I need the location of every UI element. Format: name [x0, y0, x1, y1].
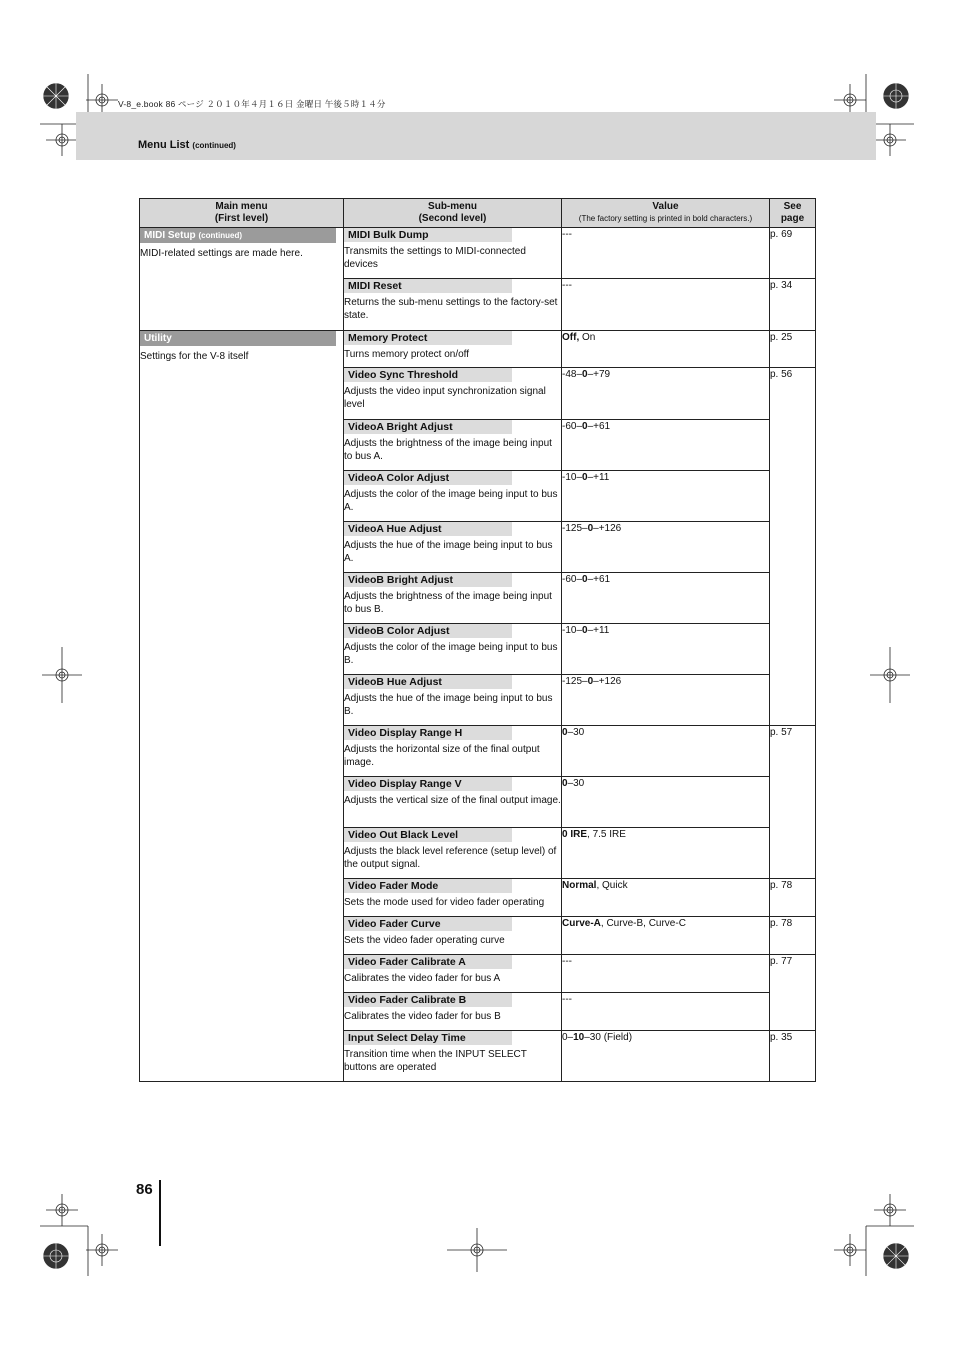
value-cell — [562, 420, 770, 471]
value-cell — [562, 368, 770, 420]
sub-menu-title: VideoA Hue Adjust — [344, 522, 512, 536]
value-default-part: 0 — [582, 369, 588, 380]
sub-menu-title: Video Out Black Level — [344, 828, 512, 842]
sub-menu-description: Adjusts the color of the image being input to bus B. — [344, 642, 558, 666]
sub-menu-title: VideoB Color Adjust — [344, 624, 512, 638]
main-menu-description: Settings for the V-8 itself — [140, 351, 249, 362]
sub-menu-title: Video Fader Mode — [344, 879, 512, 893]
value-cell — [562, 573, 770, 624]
value-default-part: 0 — [562, 778, 568, 789]
sub-menu-title: Video Fader Calibrate B — [344, 993, 512, 1007]
value-part: –+61 — [587, 574, 611, 585]
value-cell — [562, 955, 770, 993]
section-title-suffix: (continued) — [192, 141, 236, 150]
sub-menu-title: Video Fader Calibrate A — [344, 955, 512, 969]
see-page-cell: p. 34 — [770, 279, 816, 331]
value-default-part: 0 — [562, 727, 568, 738]
value-part: , 7.5 IRE — [587, 829, 626, 840]
value-part: –+126 — [593, 523, 622, 534]
sub-menu-title: VideoA Color Adjust — [344, 471, 512, 485]
sub-menu-cell — [344, 471, 562, 522]
see-page-cell: p. 78 — [770, 879, 816, 917]
value-part: –30 — [567, 727, 585, 738]
sub-menu-cell — [344, 917, 562, 955]
table-row — [140, 228, 816, 279]
value-default-part: 0 — [582, 625, 588, 636]
value-part: --- — [562, 956, 572, 967]
sub-menu-description: Adjusts the hue of the image being input to bus B. — [344, 693, 553, 717]
value-cell — [562, 279, 770, 331]
value-cell — [562, 675, 770, 726]
value-part: , Quick — [596, 880, 628, 891]
value-part: --- — [562, 229, 572, 240]
sub-menu-cell — [344, 993, 562, 1031]
value-default-part: 0 — [587, 676, 594, 687]
file-stamp: V-8_e.book 86 ページ ２０１０年４月１６日 金曜日 午後５時１４分 — [118, 99, 386, 109]
value-part: -125– — [562, 523, 588, 534]
sub-menu-description: Adjusts the horizontal size of the final output image. — [344, 744, 540, 768]
sub-menu-cell — [344, 777, 562, 828]
main-menu-cell — [140, 228, 344, 331]
sub-menu-title: MIDI Reset — [344, 279, 512, 293]
sub-menu-title: VideoB Hue Adjust — [344, 675, 512, 689]
menu-list-table — [139, 198, 816, 1082]
sub-menu-cell — [344, 522, 562, 573]
see-page-cell: p. 69 — [770, 228, 816, 279]
value-part: -125– — [562, 676, 588, 687]
sub-menu-cell — [344, 675, 562, 726]
sub-menu-title: VideoB Bright Adjust — [344, 573, 512, 587]
sub-menu-cell — [344, 1031, 562, 1082]
value-cell — [562, 726, 770, 777]
sub-menu-description: Returns the sub-menu settings to the factory-set state. — [344, 297, 558, 321]
main-menu-description: MIDI-related settings are made here. — [140, 248, 303, 259]
sub-menu-description: Adjusts the vertical size of the final output image. — [344, 795, 561, 806]
sub-menu-title: Memory Protect — [344, 331, 512, 345]
sub-menu-title: Video Fader Curve — [344, 917, 512, 931]
see-page-cell: p. 77 — [770, 955, 816, 1031]
value-cell — [562, 522, 770, 573]
value-cell — [562, 331, 770, 368]
page-number-bar — [159, 1180, 161, 1246]
sub-menu-cell — [344, 726, 562, 777]
header-main-menu: Main menu (First level) — [140, 199, 344, 228]
value-part: -60– — [562, 421, 583, 432]
sub-menu-cell — [344, 955, 562, 993]
value-part: -60– — [562, 574, 583, 585]
value-cell — [562, 993, 770, 1031]
value-part: 0– — [562, 1032, 574, 1043]
sub-menu-title: Input Select Delay Time — [344, 1031, 512, 1045]
value-part: –+61 — [587, 421, 611, 432]
sub-menu-title: VideoA Bright Adjust — [344, 420, 512, 434]
sub-menu-description: Calibrates the video fader for bus B — [344, 1011, 501, 1022]
value-default-part: 0 — [582, 421, 588, 432]
sub-menu-description: Transition time when the INPUT SELECT buttons are operated — [344, 1049, 527, 1073]
sub-menu-title: Video Display Range H — [344, 726, 512, 740]
sub-menu-description: Adjusts the black level reference (setup level) of the output signal. — [344, 846, 557, 870]
sub-menu-description: Adjusts the video input synchronization signal level — [344, 386, 546, 410]
sub-menu-title: MIDI Bulk Dump — [344, 228, 512, 242]
value-part: --- — [562, 994, 572, 1005]
value-cell — [562, 917, 770, 955]
value-part: -10– — [562, 472, 583, 483]
sub-menu-cell — [344, 828, 562, 879]
value-default-part: 0 — [587, 523, 594, 534]
sub-menu-cell — [344, 368, 562, 420]
value-part: –30 (Field) — [584, 1032, 633, 1043]
value-cell — [562, 777, 770, 828]
header-band — [76, 112, 876, 160]
value-part: –+11 — [587, 625, 610, 636]
sub-menu-description: Transmits the settings to MIDI-connected devices — [344, 246, 526, 270]
sub-menu-description: Turns memory protect on/off — [344, 349, 470, 360]
sub-menu-description: Adjusts the brightness of the image being input to bus A. — [344, 438, 552, 462]
sub-menu-description: Sets the video fader operating curve — [344, 935, 505, 946]
value-default-part: Normal — [562, 880, 597, 891]
value-cell — [562, 228, 770, 279]
sub-menu-cell — [344, 228, 562, 279]
value-cell — [562, 1031, 770, 1082]
page-number: 86 — [136, 1181, 153, 1198]
sub-menu-description: Sets the mode used for video fader operating — [344, 897, 545, 908]
main-menu-title: Utility — [140, 331, 336, 346]
value-part: –30 — [567, 778, 585, 789]
main-menu-cell — [140, 331, 344, 1082]
section-title-text: Menu List — [138, 139, 190, 151]
value-default-part: 0 — [582, 472, 588, 483]
main-menu-title: MIDI Setup (continued) — [140, 228, 336, 243]
header-see-page: See page — [770, 199, 816, 228]
sub-menu-cell — [344, 624, 562, 675]
see-page-cell: p. 25 — [770, 331, 816, 368]
value-part: , Curve-B, Curve-C — [600, 918, 686, 929]
see-page-cell: p. 56 — [770, 368, 816, 726]
see-page-cell: p. 35 — [770, 1031, 816, 1082]
value-cell — [562, 471, 770, 522]
sub-menu-description: Adjusts the color of the image being input to bus A. — [344, 489, 558, 513]
section-title — [138, 139, 236, 151]
value-default-part: 0 — [582, 574, 588, 585]
value-cell — [562, 828, 770, 879]
sub-menu-title: Video Display Range V — [344, 777, 512, 791]
sub-menu-cell — [344, 279, 562, 331]
see-page-cell: p. 78 — [770, 917, 816, 955]
sub-menu-cell — [344, 573, 562, 624]
sub-menu-description: Calibrates the video fader for bus A — [344, 973, 501, 984]
value-default-part: 10 — [573, 1032, 585, 1043]
value-default-part: Off, — [562, 332, 580, 343]
value-part: --- — [562, 280, 572, 291]
sub-menu-cell — [344, 420, 562, 471]
header-sub-menu: Sub-menu (Second level) — [344, 199, 562, 228]
value-cell — [562, 879, 770, 917]
value-part: On — [579, 332, 596, 343]
table-header-row — [140, 199, 816, 228]
header-value: Value (The factory setting is printed in bold characters.) — [562, 199, 770, 228]
value-part: –+126 — [593, 676, 622, 687]
sub-menu-cell — [344, 331, 562, 368]
sub-menu-cell — [344, 879, 562, 917]
value-part: –+79 — [587, 369, 611, 380]
sub-menu-title: Video Sync Threshold — [344, 368, 512, 382]
see-page-cell: p. 57 — [770, 726, 816, 879]
sub-menu-description: Adjusts the brightness of the image being input to bus B. — [344, 591, 552, 615]
table-row — [140, 331, 816, 368]
value-default-part: 0 IRE — [562, 829, 588, 840]
value-part: -10– — [562, 625, 583, 636]
value-part: –+11 — [587, 472, 610, 483]
value-default-part: Curve-A — [562, 918, 601, 929]
value-cell — [562, 624, 770, 675]
sub-menu-description: Adjusts the hue of the image being input to bus A. — [344, 540, 553, 564]
value-part: -48– — [562, 369, 583, 380]
